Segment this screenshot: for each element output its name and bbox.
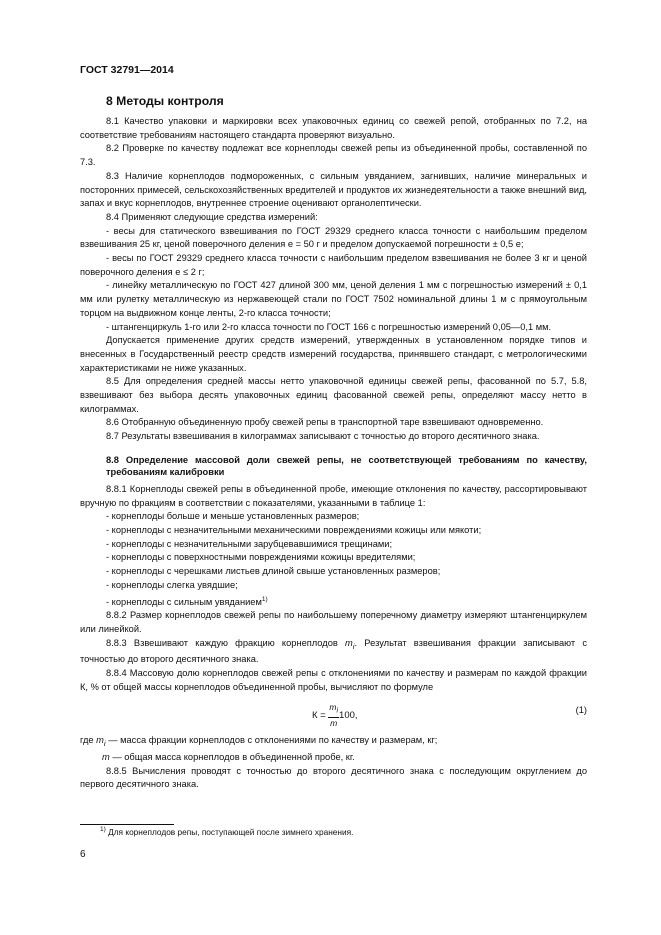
footnote-mark: 1) (100, 826, 106, 833)
paragraph-8-8-2: 8.8.2 Размер корнеплодов свежей репы по наибольшему поперечному диаметру измеряют штангенциркулем или линейкой. (80, 610, 587, 634)
list-item: - весы по ГОСТ 29329 среднего класса точности с наибольшим пределом взвешивания не более 3 кг и ценой поверочного деления е ≤ 2 г; (80, 253, 587, 277)
list-item: - корнеплоды с незначительными зарубцевавшимися трещинами; (106, 538, 393, 549)
paragraph-8-4-note: Допускается применение других средств измерений, утвержденных в установленном порядке типов и внесенных в Государственный реестр средств измерений государства, принявшего стандарт, с метрологическими характеристиками не ниже указанных. (80, 335, 587, 373)
paragraph-8-3: 8.3 Наличие корнеплодов подмороженных, с сильным увяданием, загнивших, наличие минеральных и посторонних примесей, сельскохозяйственных вредителей и продуктов их жизнедеятельности а также внешний вид, запах и вкус корнеплодов, внутреннее строение оценивают органолептически. (80, 170, 587, 209)
variable-m: m (96, 735, 104, 746)
paragraph-8-5: 8.5 Для определения средней массы нетто упаковочной единицы свежей репы, фасованной по 5.7, 5.8, взвешивают без выбора десять упаковочных единиц фасованной свежей репы, определяют массу нетто в килограммах. (80, 376, 587, 414)
page-number: 6 (80, 849, 86, 860)
list-item-with-footnote (80, 593, 587, 610)
formula-expression (312, 702, 358, 729)
footnote-text: Для корнеплодов репы, поступающей после зимнего хранения. (105, 826, 354, 837)
formula-number: (1) (575, 705, 587, 716)
paragraph-8-4: 8.4 Применяют следующие средства измерений: (106, 211, 318, 222)
list-item: - корнеплоды больше и меньше установленных размеров; (106, 511, 360, 522)
list-item: - корнеплоды слегка увядшие; (106, 579, 238, 590)
footnote (100, 826, 353, 837)
paragraph-8-7: 8.7 Результаты взвешивания в килограммах записывают с точностью до второго десятичного знака. (106, 431, 540, 442)
footnote-reference: 1) (261, 595, 268, 603)
formula-fraction (328, 702, 339, 729)
where-line-1 (80, 734, 587, 751)
variable-m: m (345, 637, 353, 648)
paragraph-8-8-3 (80, 637, 587, 667)
where-line-2 (80, 751, 587, 765)
formula-1 (80, 700, 587, 730)
text-run: — масса фракции корнеплодов с отклонениями по качеству и размерам, кг; (105, 735, 438, 746)
text-run: . Результат взвешивания фракции записывают с точностью до второго десятичного знака. (80, 637, 587, 665)
list-item: - корнеплоды с незначительными механическими повреждениями кожицы или мякоти; (106, 524, 482, 535)
variable-subscript: i (103, 739, 106, 749)
text-run: — общая масса корнеплодов в объединенной пробе, кг. (109, 751, 355, 762)
numerator-var: m (329, 702, 337, 713)
numerator-subscript: i (336, 707, 339, 716)
list-item: - весы для статического взвешивания по ГОСТ 29329 среднего класса точности с наибольшим пределом взвешивания 25 кг, ценой поверочного деления е = 50 г и пределом допускаемой погрешности ± 0,5 е; (80, 225, 587, 250)
list-item-text: - корнеплоды с сильным увяданием (106, 596, 262, 607)
paragraph-8-8-4: 8.8.4 Массовую долю корнеплодов свежей репы с отклонениями по качеству и размерам по каждой фракции К, % от общей массы корнеплодов объединенной пробы, вычисляют по формуле (80, 667, 587, 692)
formula-rhs: 100, (339, 710, 358, 722)
variable-m: m (102, 751, 110, 762)
list-item: - корнеплоды с поверхностными повреждениями кожицы вредителями; (106, 552, 416, 563)
formula-lhs: К = (312, 710, 326, 722)
subsection-title: 8.8 Определение массовой доли свежей репы, не соответствующей требованиям по качеству, требованиям калибровки (106, 454, 587, 478)
text-run: 8.8.3 Взвешивают каждую фракцию корнеплодов (106, 637, 346, 648)
text-run: где (80, 735, 97, 746)
paragraph-8-6: 8.6 Отобранную объединенную пробу свежей репы в транспортной таре взвешивают одновременно. (106, 417, 544, 428)
paragraph-8-2: 8.2 Проверке по качеству подлежат все корнеплоды свежей репы из объединенной пробы, составленной по 7.3. (80, 143, 587, 168)
list-item: - штангенциркуль 1-го или 2-го класса точности по ГОСТ 166 с погрешностью измерений 0,05—0,1 мм. (106, 321, 552, 332)
fraction-numerator (328, 702, 339, 718)
paragraph-8-1: 8.1 Качество упаковки и маркировки всех упаковочных единиц со свежей репой, отобранных по 7.2, на соответствие требованиям настоящего стандарта проверяют визуально. (80, 116, 587, 140)
list-item: - линейку металлическую по ГОСТ 427 длиной 300 мм, ценой деления 1 мм с погрешностью измерений ± 0,1 мм или рулетку металлическую из нержавеющей стали по ГОСТ 7502 номинальной длины 1 м с прямоугольным торцом на выдвижном конце ленты, 2-го класса точности; (80, 280, 587, 318)
paragraph-8-8-5: 8.8.5 Вычисления проводят с точностью до второго десятичного знака с последующим округлением до первого десятичного знака. (80, 765, 587, 790)
document-body (80, 115, 587, 792)
paragraph-8-8-1: 8.8.1 Корнеплоды свежей репы в объединенной пробе, имеющие отклонения по качеству, рассортировывают вручную по фракциям в соответствии с показателями, указанными в таблице 1: (80, 483, 587, 508)
standard-header: ГОСТ 32791—2014 (80, 64, 174, 76)
fraction-denominator: m (330, 718, 338, 729)
list-item: - корнеплоды с черешками листьев длиной свыше установленных размеров; (106, 566, 441, 577)
section-title: 8 Методы контроля (106, 94, 224, 108)
footnote-divider (80, 824, 174, 825)
variable-subscript: i (352, 641, 355, 651)
